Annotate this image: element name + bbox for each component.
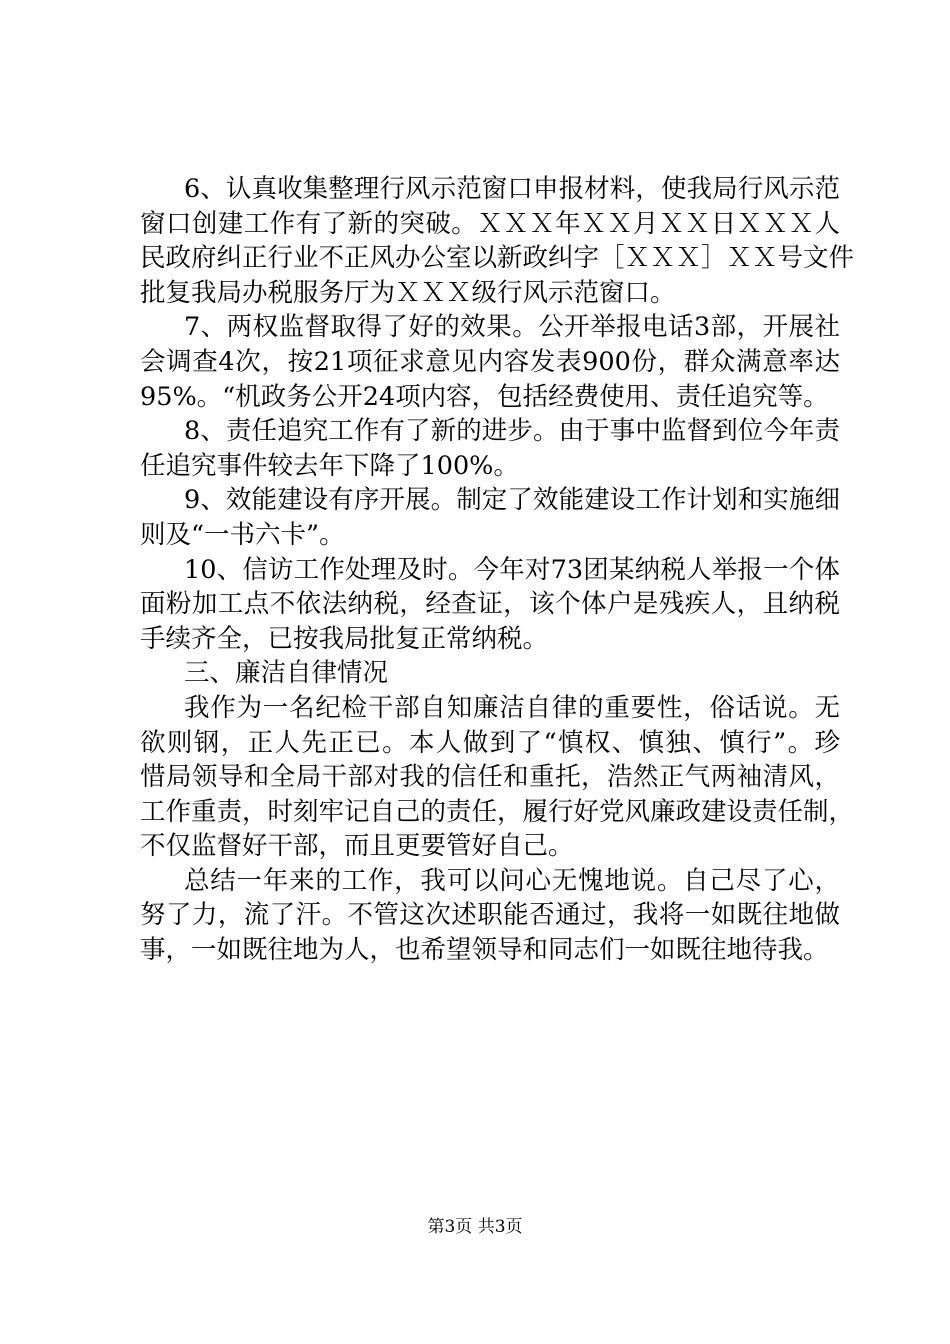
paragraph-line: 任追究事件较去年下降了100%。 (140, 450, 519, 481)
paragraph-line: 总结一年来的工作，我可以问心无愧地说。自己尽了心， (184, 865, 840, 896)
paragraph-line: 7、两权监督取得了好的效果。公开举报电话3部，开展社 (184, 312, 840, 343)
paragraph-line: 不仅监督好干部，而且更要管好自己。 (140, 831, 574, 862)
paragraph-line: 9、效能建设有序开展。制定了效能建设工作计划和实施细 (184, 485, 840, 516)
paragraph-line: 面粉加工点不依法纳税，经查证，该个体户是残疾人，且纳税 (140, 589, 840, 620)
paragraph-line: 努了力，流了汗。不管这次述职能否通过，我将一如既往地做 (140, 900, 840, 931)
paragraph-line: 6、认真收集整理行风示范窗口申报材料，使我局行风示范 (184, 174, 840, 204)
paragraph-line: 10、信访工作处理及时。今年对73团某纳税人举报一个体 (184, 554, 840, 585)
paragraph-line: 8、责任追究工作有了新的进步。由于事中监督到位今年责 (184, 416, 840, 447)
paragraph-line: 批复我局办税服务厅为ＸＸＸ级行风示范窗口。 (140, 277, 676, 308)
paragraph-line: 95%。“机政务公开24项内容，包括经费使用、责任追究等。 (140, 381, 829, 412)
paragraph-line: 则及“一书六卡”。 (140, 519, 345, 550)
paragraph-line: 工作重责，时刻牢记自己的责任，履行好党风廉政建设责任制， (140, 796, 855, 827)
document-body (140, 172, 855, 968)
paragraph-line: 窗口创建工作有了新的突破。ＸＸＸ年ＸＸ月ＸＸ日ＸＸＸ人 (140, 208, 840, 239)
paragraph-line: 欲则钢，正人先正已。本人做到了“慎权、慎独、慎行”。珍 (140, 727, 840, 758)
section-heading: 三、廉洁自律情况 (184, 658, 389, 689)
page-number-footer: 第3页 共3页 (427, 1217, 523, 1237)
paragraph-line: 民政府纠正行业不正风办公室以新政纠字［ＸＸＸ］ＸＸ号文件 (140, 243, 855, 274)
paragraph-line: 手续齐全，已按我局批复正常纳税。 (140, 623, 549, 654)
paragraph-line: 事，一如既往地为人，也希望领导和同志们一如既往地待我。 (140, 935, 829, 966)
paragraph-line: 我作为一名纪检干部自知廉洁自律的重要性，俗话说。无 (184, 692, 840, 723)
paragraph-line: 会调查4次，按21项征求意见内容发表900份，群众满意率达 (140, 346, 840, 377)
paragraph-line: 惜局领导和全局干部对我的信任和重托，浩然正气两袖清风， (140, 762, 840, 793)
